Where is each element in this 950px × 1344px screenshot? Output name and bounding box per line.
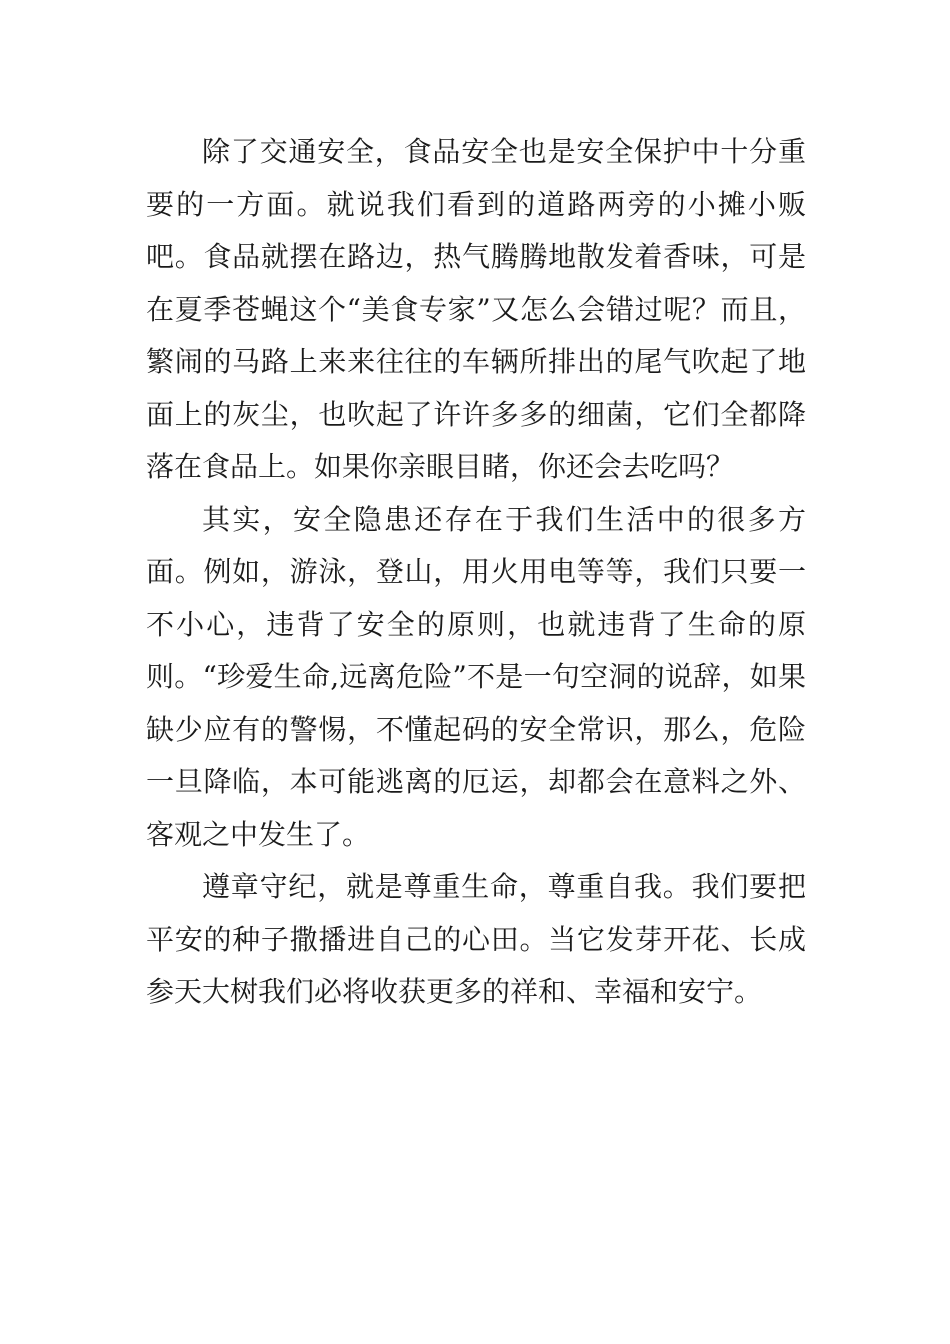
- paragraph-respect-life: 遵章守纪，就是尊重生命，尊重自我。我们要把平安的种子撒播进自己的心田。当它发芽开花、长成参天大树我们必将收获更多的祥和、幸福和安宁。: [146, 870, 806, 1008]
- paragraph-food-safety: 除了交通安全，食品安全也是安全保护中十分重要的一方面。就说我们看到的道路两旁的小摊小贩吧。食品就摆在路边，热气腾腾地散发着香味，可是在夏季苍蝇这个“美食专家”又怎么会错过呢？而且，繁闹的马路上来来往往的车辆所排出的尾气吹起了地面上的灰尘，也吹起了许许多多的细菌，它们全都降落在食品上。如果你亲眼目睹，你还会去吃吗？: [146, 135, 806, 483]
- paragraph-safety-hazards: 其实，安全隐患还存在于我们生活中的很多方面。例如，游泳，登山，用火用电等等，我们只要一不小心，违背了安全的原则，也就违背了生命的原则。“珍爱生命,远离危险”不是一句空洞的说辞，如果缺少应有的警惕，不懂起码的安全常识，那么，危险一旦降临，本可能逃离的厄运，却都会在意料之外、客观之中发生了。: [146, 502, 806, 851]
- document-body: [146, 126, 806, 1019]
